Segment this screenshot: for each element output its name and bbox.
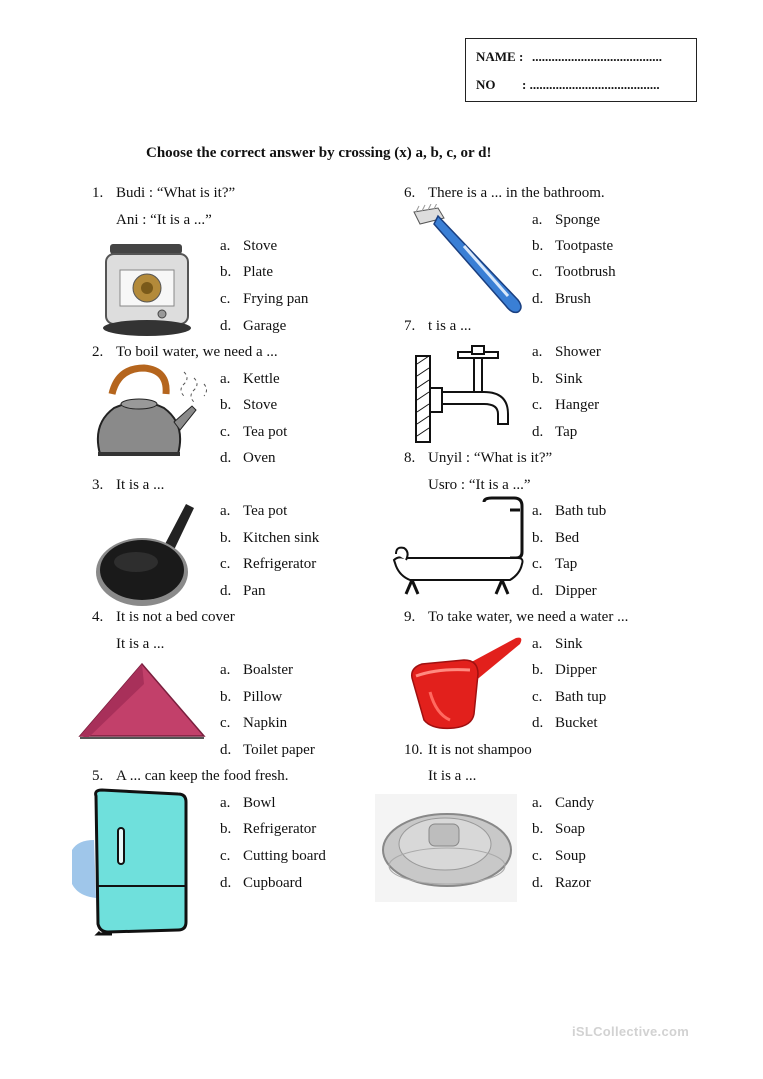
question-text: It is not shampoo <box>428 742 532 758</box>
name-number-box <box>465 38 697 102</box>
number-field[interactable]: : ........................................ <box>522 77 660 92</box>
question-text: Budi : “What is it?” <box>116 185 236 201</box>
question-number: 7. <box>404 318 416 334</box>
kettle-image <box>88 364 213 464</box>
toothbrush-image <box>408 204 532 316</box>
question-text: It is a ... <box>116 636 165 652</box>
question-text: To take water, we need a water ... <box>428 609 629 625</box>
refrigerator-image <box>68 788 190 936</box>
question-text: A ... can keep the food fresh. <box>116 768 289 784</box>
dipper-image <box>408 634 524 732</box>
question-number: 5. <box>92 768 104 784</box>
soap-image <box>375 794 517 902</box>
napkin-image <box>78 660 206 742</box>
name-label: NAME : <box>476 49 524 64</box>
bathtub-image <box>392 496 528 604</box>
instruction: Choose the correct answer by crossing (x) a, b, c, or d! <box>146 145 492 161</box>
question-number: 4. <box>92 609 104 625</box>
stove-image <box>102 236 197 338</box>
question-text: It is a ... <box>116 477 165 493</box>
question-number: 9. <box>404 609 416 625</box>
question-text: Usro : “It is a ...” <box>428 477 531 493</box>
watermark: iSLCollective.com <box>572 1024 690 1039</box>
question-number: 10. <box>404 742 423 758</box>
question-text: There is a ... in the bathroom. <box>428 185 605 201</box>
number-label: NO <box>476 77 496 92</box>
tap-image <box>414 344 518 444</box>
question-text: Unyil : “What is it?” <box>428 450 553 466</box>
question-text: To boil water, we need a ... <box>116 344 278 360</box>
question-number: 3. <box>92 477 104 493</box>
pan-image <box>92 498 202 610</box>
question-number: 6. <box>404 185 416 201</box>
question-number: 2. <box>92 344 104 360</box>
name-field[interactable]: ........................................ <box>532 49 662 64</box>
question-number: 8. <box>404 450 416 466</box>
question-text: t is a ... <box>428 318 472 334</box>
question-text: It is not a bed cover <box>116 609 235 625</box>
question-text: It is a ... <box>428 768 477 784</box>
question-text: Ani : “It is a ...” <box>116 212 212 228</box>
question-number: 1. <box>92 185 104 201</box>
